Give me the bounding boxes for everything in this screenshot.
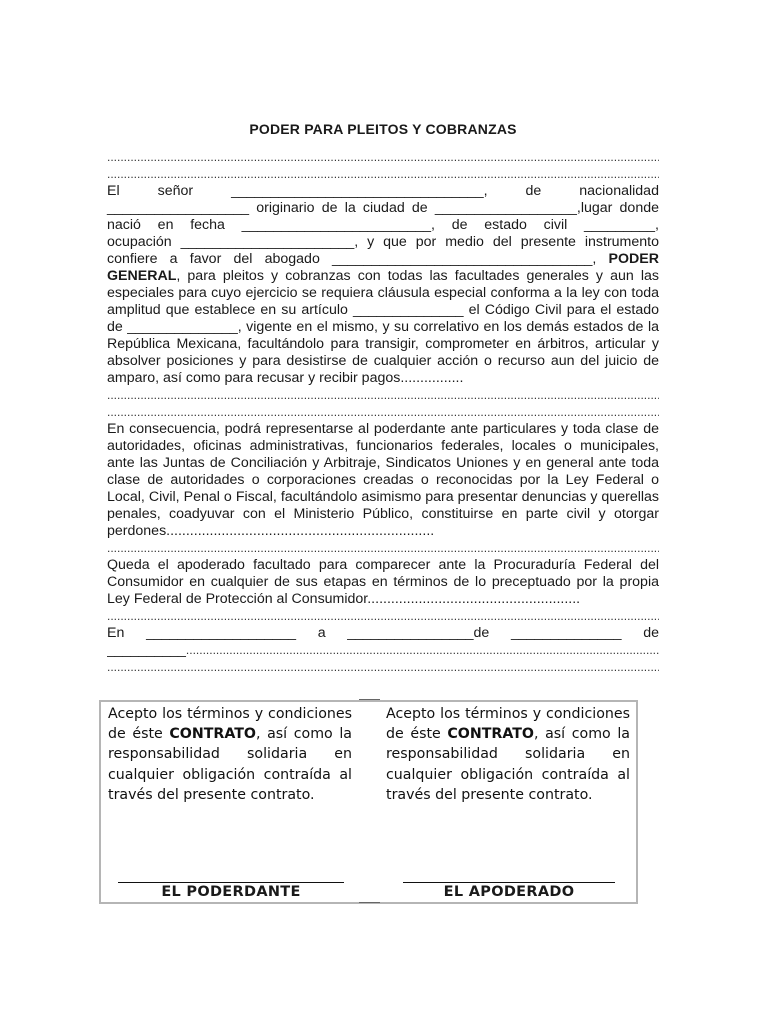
paragraph-consecuencia: En consecuencia, podrá representarse al poderdante ante particulares y toda clase de autoridades, oficinas administrativas, funcionarios federales, locales o municipales, ante las Juntas de Conciliación y Arbitraje, Sindicatos Uniones y en general ante toda clase de autoridades o corporaciones creadas o reconocidas por la Ley Federal o Local, Civil, Penal o Fiscal, facultándolo asimismo para presentar denuncias y querellas penales, coadyuvar con el Ministerio Público, constituirse en parte civil y otorgar perdones.................................................................... — [107, 421, 659, 539]
poder-bold: PODER — [608, 251, 659, 267]
p1-line-4: ocupación ______________________, y que por medio del presente instrumento — [107, 234, 659, 250]
p1-line-2: __________________ originario de la ciudad de __________________,lugar donde — [107, 200, 659, 216]
body-text — [107, 149, 659, 676]
date-line: En ___________________ a ________________de ______________ de — [107, 625, 659, 641]
acceptance-text-left: Acepto los términos y condiciones de éste CONTRATO, así como la responsabilidad solidaria en cualquier obligación contraída al través del presente contrato. — [108, 706, 352, 803]
date-line-2: __________ ..... — [107, 642, 659, 659]
signature-line-apoderado — [403, 882, 615, 883]
dotted-line — [107, 540, 659, 557]
signature-box — [99, 700, 638, 904]
p1-line-1: El señor ________________________________, de nacionalidad — [107, 183, 659, 199]
dotted-line — [107, 608, 659, 625]
dotted-line — [107, 387, 659, 404]
p1-line-3: nació en fecha ________________________, de estado civil _________, — [107, 217, 659, 233]
poderdante-label: EL PODERDANTE — [161, 884, 301, 900]
signature-line-poderdante — [118, 882, 344, 883]
general-bold: GENERAL — [107, 268, 177, 284]
paragraph-consumidor: Queda el apoderado facultado para comparecer ante la Procuraduría Federal del Consumidor en cualquier de sus etapas en términos de lo preceptuado por la propia Ley Federal de Protección al Consumidor...................................................... — [107, 557, 659, 607]
dotted-line — [107, 149, 659, 166]
document-title: PODER PARA PLEITOS Y COBRANZAS — [249, 121, 517, 137]
p1-line-5: confiere a favor del abogado _________________________________, PODER — [107, 251, 659, 267]
dotted-line — [107, 404, 659, 421]
paragraph-poder — [107, 183, 659, 387]
dotted-line — [107, 659, 659, 676]
apoderado-label: EL APODERADO — [443, 884, 575, 900]
divider-tick — [359, 902, 380, 903]
p1-rest: GENERAL, para pleitos y cobranzas con todas las facultades generales y aun las especiales para cuyo ejercicio se requiera cláusula especial conforma a la ley con toda amplitud que establece en su artículo ______________ el Código Civil para el estado de ______________, vigente en el mismo, y su correlativo en los demás estados de la República Mexicana, facultándolo para transigir, comprometer en árbitros, articular y absolver posiciones y para desistirse de cualquier acción o recurso aun del juicio de amparo, así como para recusar y recibir pagos................ — [107, 268, 659, 386]
divider-tick — [359, 699, 380, 700]
acceptance-text-right: Acepto los términos y condiciones de éste CONTRATO, así como la responsabilidad solidaria en cualquier obligación contraída al través del presente contrato. — [386, 706, 630, 803]
dotted-line — [107, 166, 659, 183]
